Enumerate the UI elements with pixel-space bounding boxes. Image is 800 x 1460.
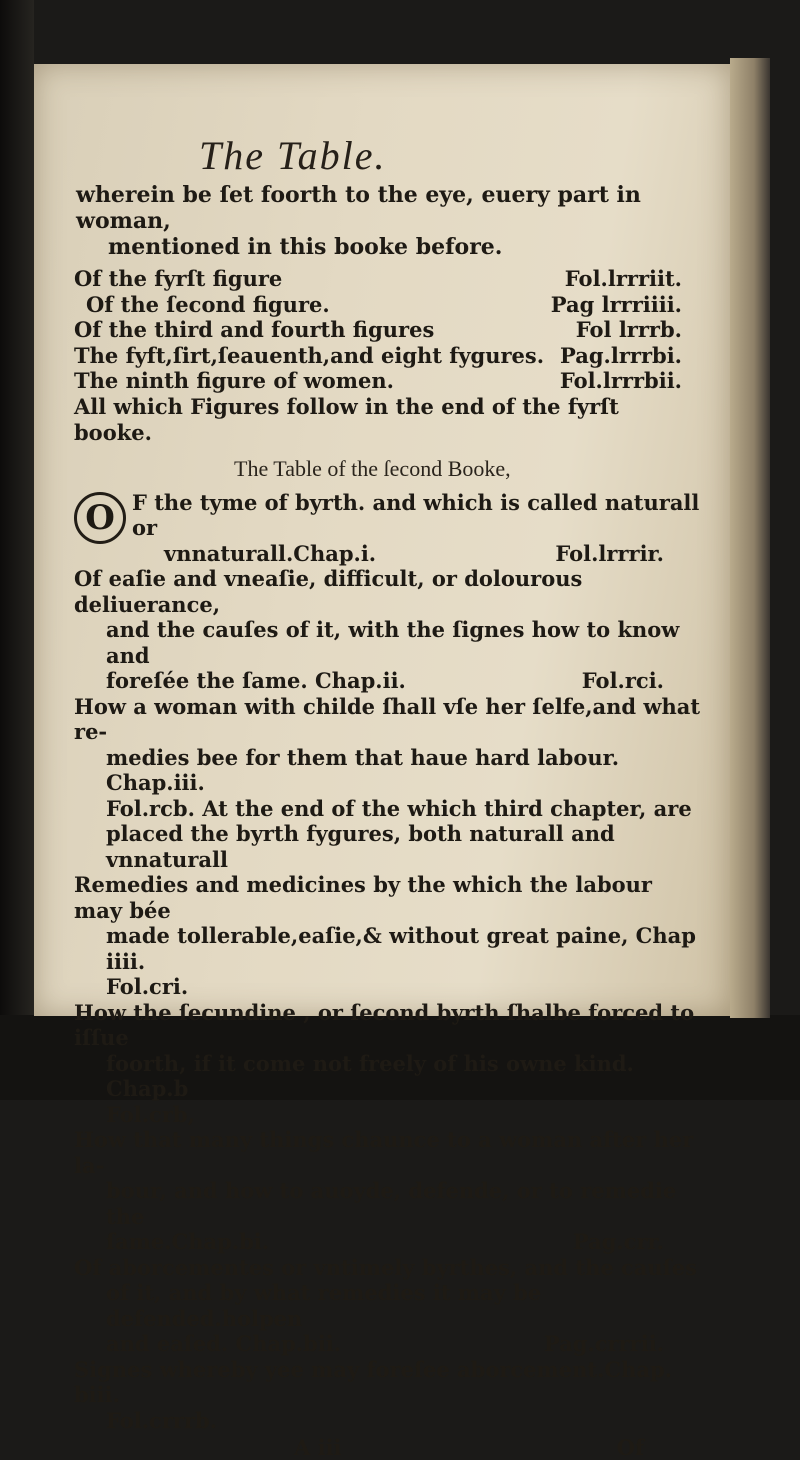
catchword: Of (616, 1435, 644, 1460)
chapter-entry (74, 566, 704, 694)
figure-entry (74, 292, 704, 318)
figures-list (74, 266, 704, 446)
chapter-line: Fol.crb, (106, 1101, 195, 1127)
chapter-entry (74, 1357, 704, 1434)
chapter-line: Remedies and medicines by the which the labour may bée (74, 872, 652, 923)
chapter-line (74, 1331, 704, 1357)
page-title: The Table. (199, 133, 387, 178)
chapter-entry (74, 1255, 704, 1357)
chapter-line: Fol.crrrb. (106, 1407, 218, 1433)
figures-note: All which Figures follow in the end of the fyrſt booke. (74, 393, 619, 445)
chapter-line: and the cauſes of it, with the ſignes how to know and (106, 617, 680, 668)
chapter-line: placed the byrth fygures, both naturall and vnnaturall (106, 821, 615, 872)
chapter-line: of it, and by what remedies it may be defended.holpen (106, 1280, 542, 1331)
figure-ref: Pag.lrrrbi. (560, 342, 682, 368)
chapter-line: Fol.rcb. At the end of the which third chapter, are (106, 795, 692, 821)
chapter-line: Of eaſie and vneaſie, difficult, or dolourous deliuerance, (74, 566, 583, 617)
chapter-ref: Fol.lrrrir. (555, 540, 664, 566)
chapter-entry (74, 490, 704, 567)
chapter-line: foorth, if it come not freely of his owne kind. Chap.b (106, 1050, 634, 1102)
page-content (74, 134, 704, 1460)
chapter-entry (74, 872, 704, 1000)
figure-ref: Fol lrrrb. (575, 317, 682, 343)
chapter-text (132, 490, 704, 567)
page-footer (74, 1435, 704, 1460)
chapter-cont: vnnaturall.Chap.i. (164, 540, 377, 566)
chapter-entry (74, 1127, 704, 1255)
figure-entry (74, 368, 704, 394)
figure-label: Of the fyrſt figure (74, 266, 283, 291)
decorated-initial: O (74, 492, 126, 544)
second-book-heading: The Table of the ſecond Booke, (234, 455, 511, 481)
chapter-cont: foreſée the ſame. Chap.ii. (106, 668, 406, 694)
chapter-line: Fol.cri. (106, 974, 189, 1000)
chapter-ref: Fol.rci. (581, 668, 664, 694)
chapter-cont: and eaſed. Chap.bii. (106, 1331, 342, 1357)
chapters-list (74, 490, 704, 1434)
chapter-ref: Pag.crr. (572, 1229, 664, 1255)
figure-ref: Fol.lrrriit. (564, 266, 682, 291)
chapter-line: made tollerable,eaſie,& without great paine, Chap iiii. (106, 923, 696, 974)
figure-ref: Pag lrrriiii. (550, 291, 682, 317)
figure-ref: Fol.lrrrbii. (559, 368, 682, 394)
chapter-line: medies bee for them that haue hard labour. Chap.iii. (106, 744, 620, 796)
chapter-line: How a woman with childe ſhall vſe her ſelfe,and what re- (74, 693, 701, 745)
chapter-line: F the tyme of byrth. and which is called naturall or (132, 489, 700, 541)
chapter-line: bour, and how to auoyde, defende, or to remedie the (106, 1178, 677, 1229)
figure-label: Of the third and fourth figures (74, 317, 435, 343)
chapter-entry (74, 694, 704, 873)
chapter-line (132, 541, 704, 567)
chapter-line: Signes whereby yee may foreſee aborcement.Chap. biii. (74, 1356, 672, 1408)
book-page (34, 64, 730, 1460)
intro-text (76, 182, 704, 260)
intro-line-2: mentioned in this booke before. (108, 234, 503, 260)
chapter-line: How that many things chaunce to a woman after her la- (74, 1127, 694, 1178)
chapter-entry (74, 1000, 704, 1128)
figure-entry (74, 266, 704, 292)
book-page-edge (730, 58, 770, 1018)
figure-label: The fyft,ſirt,ſeauenth,and eight fygures. (74, 342, 545, 368)
scan-background-left (0, 0, 34, 1100)
figure-label: The ninth figure of women. (74, 368, 394, 394)
chapter-ref: Pag.crrrii. (543, 1331, 664, 1357)
intro-line-1: wherein be ſet foorth to the eye, euery part in woman, (76, 182, 641, 234)
figure-label: Of the ſecond figure. (86, 291, 330, 317)
chapter-line: Of aborcementes or vntimely byrthes, and the cauſes (74, 1254, 697, 1280)
chapter-line (74, 1229, 704, 1255)
figure-entry (74, 317, 704, 343)
chapter-cont: ſame.Chap.bi. (106, 1229, 270, 1255)
figure-entry (74, 343, 704, 369)
signature-mark: A iii (294, 1435, 342, 1460)
chapter-line: How the ſecundine , or ſecond byrth ſhalbe forced to iſſue (74, 999, 695, 1051)
chapter-line (74, 668, 704, 694)
